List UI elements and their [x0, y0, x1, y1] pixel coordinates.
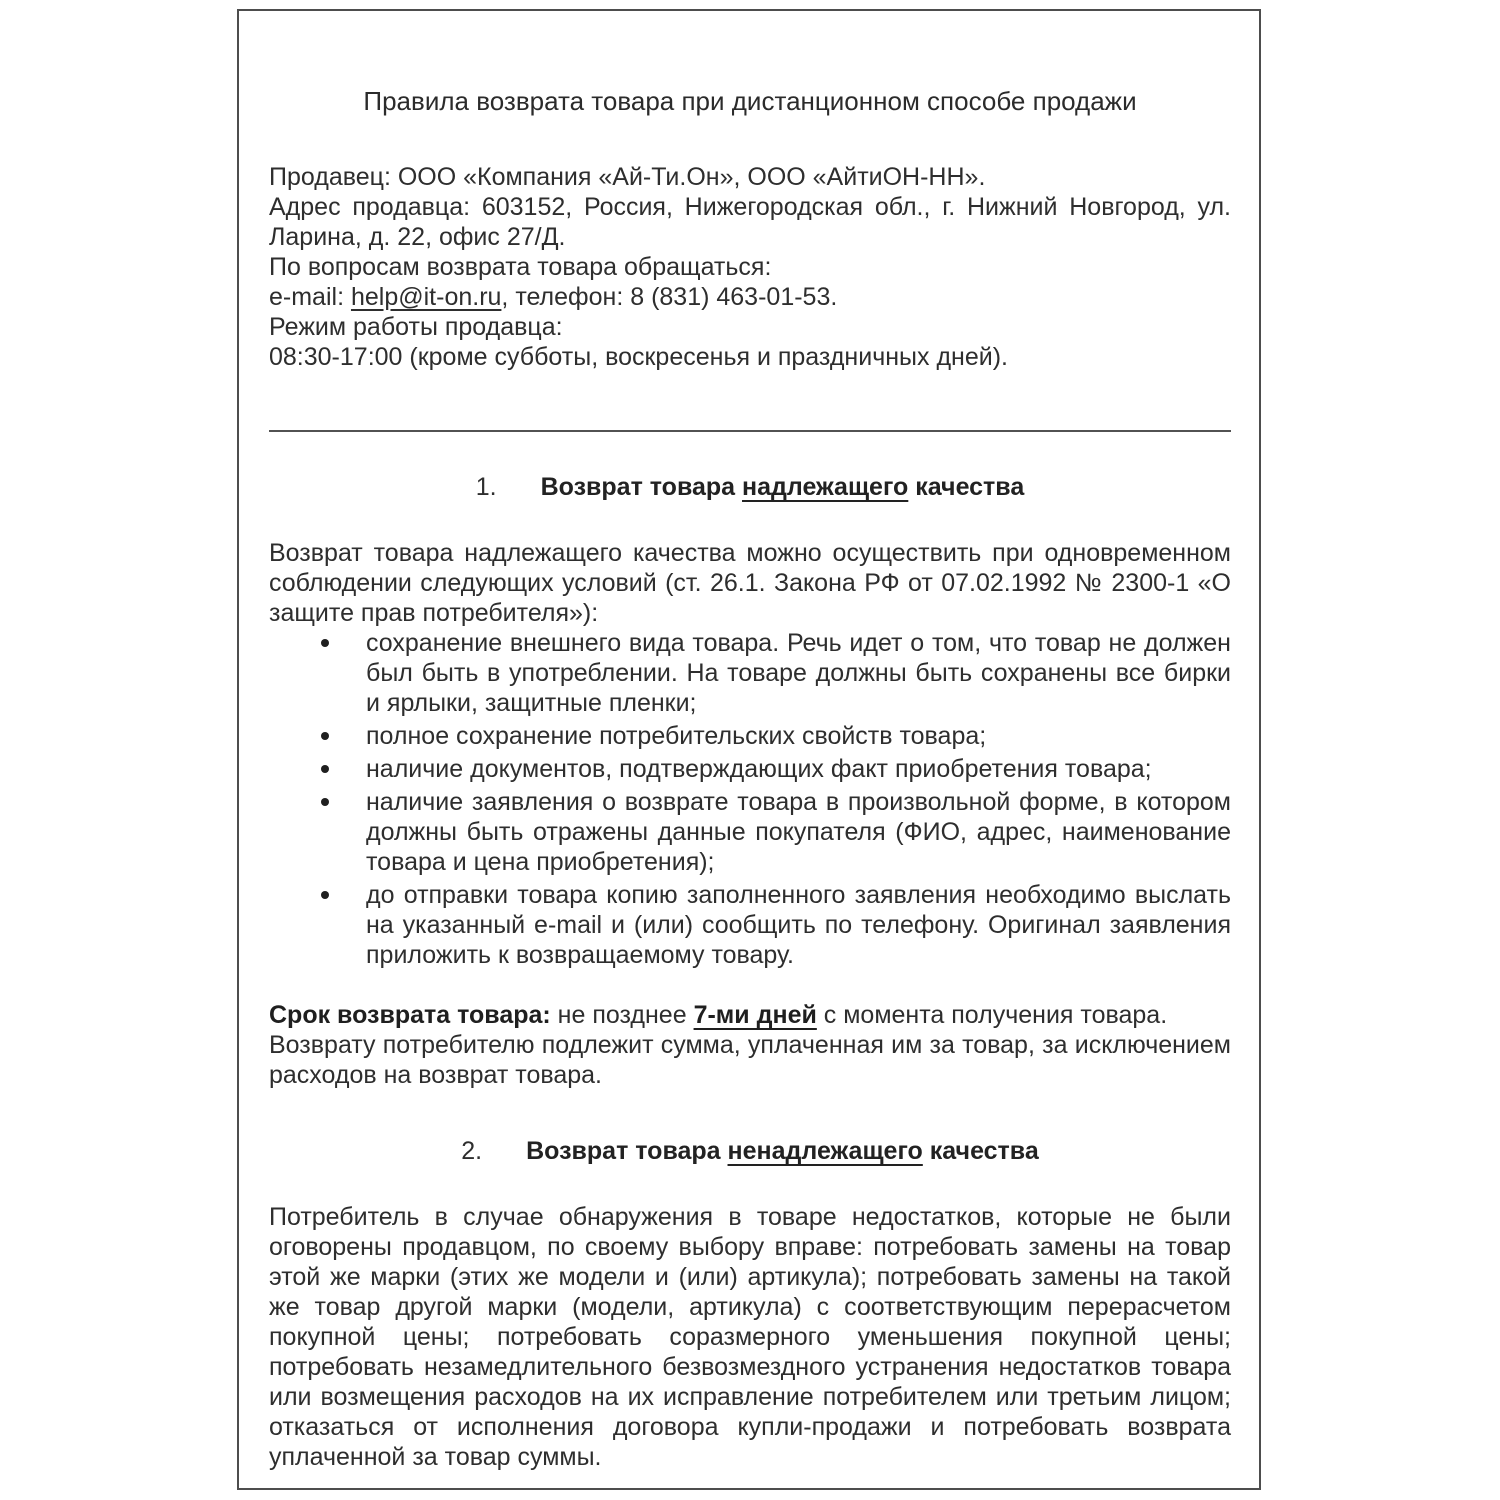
list-item: сохранение внешнего вида товара. Речь идет о том, что товар не должен был быть в употреблении. На товаре должны быть сохранены все бирки и ярлыки, защитные пленки;: [269, 628, 1231, 718]
section1-intro-paragraph: Возврат товара надлежащего качества можно осуществить при одновременном соблюдении следующих условий (ст. 26.1. Закона РФ от 07.02.1992 № 2300-1 «О защите прав потребителя»):: [269, 539, 1231, 627]
work-hours-value: 08:30-17:00 (кроме субботы, воскресенья и праздничных дней).: [269, 343, 1008, 371]
section1-title-post: качества: [908, 473, 1025, 501]
list-item: наличие заявления о возврате товара в произвольной форме, в котором должны быть отражены данные покупателя (ФИО, адрес, наименование товара и цена приобретения);: [269, 787, 1231, 877]
section2-title-post: качества: [922, 1137, 1039, 1165]
section1-title-underlined: надлежащего: [742, 473, 909, 501]
section1-title-pre: Возврат товара: [540, 473, 743, 501]
email-link[interactable]: help@it-on.ru: [350, 283, 502, 311]
section1-number: 1.: [475, 473, 497, 501]
section1-heading: [269, 472, 1231, 502]
section2-body-paragraph: Потребитель в случае обнаружения в товаре недостатков, которые не были оговорены продавцом, по своему выбору вправе: потребовать замены на товар этой же марки (этих же модели и (или) артикула); потребовать замены на такой же товар другой марки (модели, артикула) с соответствующим перерасчетом покупной цены; потребовать соразмерного уменьшения покупной цены; потребовать незамедлительного безвозмездного устранения недостатков товара или возмещения расходов на их исправление потребителем или третьим лицом; отказаться от исполнения договора купли-продажи и потребовать возврата уплаченной за товар суммы.: [269, 1203, 1231, 1471]
section2-number: 2.: [461, 1137, 483, 1165]
work-hours-label: Режим работы продавца:: [269, 313, 563, 341]
section2-heading: [269, 1136, 1231, 1166]
list-item: полное сохранение потребительских свойств товара;: [269, 721, 1231, 751]
document-sheet: [237, 9, 1261, 1490]
section2-title-pre: Возврат товара: [526, 1137, 728, 1165]
seller-contact-intro: По вопросам возврата товара обращаться:: [269, 253, 772, 281]
seller-contact-line: [269, 282, 1231, 312]
deadline-mid-text: не позднее: [550, 1001, 694, 1029]
deadline-post-text: с момента получения товара.: [816, 1001, 1168, 1029]
deadline-label: Срок возврата товара:: [269, 1001, 551, 1029]
document-title: Правила возврата товара при дистанционном способе продажи: [363, 86, 1137, 116]
email-label: e-mail:: [269, 283, 351, 311]
return-deadline-line: [269, 1000, 1231, 1030]
seller-address-line: Адрес продавца: 603152, Россия, Нижегородская обл., г. Нижний Новгород, ул. Ларина, д. 22, офис 27/Д.: [269, 193, 1231, 251]
list-item: наличие документов, подтверждающих факт приобретения товара;: [269, 754, 1231, 784]
deadline-value: 7-ми дней: [693, 1001, 817, 1029]
return-conditions-list: [269, 628, 1231, 970]
section-divider: [269, 430, 1231, 432]
seller-info-block: [269, 162, 1231, 372]
seller-company-line: Продавец: ООО «Компания «Ай-Ти.Он», ООО «АйтиОН-НН».: [269, 163, 986, 191]
refund-note: Возврату потребителю подлежит сумма, уплаченная им за товар, за исключением расходов на возврат товара.: [269, 1031, 1231, 1089]
phone-text: , телефон: 8 (831) 463-01-53.: [501, 283, 838, 311]
list-item: до отправки товара копию заполненного заявления необходимо выслать на указанный e-mail и (или) сообщить по телефону. Оригинал заявления приложить к возвращаемому товару.: [269, 880, 1231, 970]
section2-title-underlined: ненадлежащего: [727, 1137, 923, 1165]
